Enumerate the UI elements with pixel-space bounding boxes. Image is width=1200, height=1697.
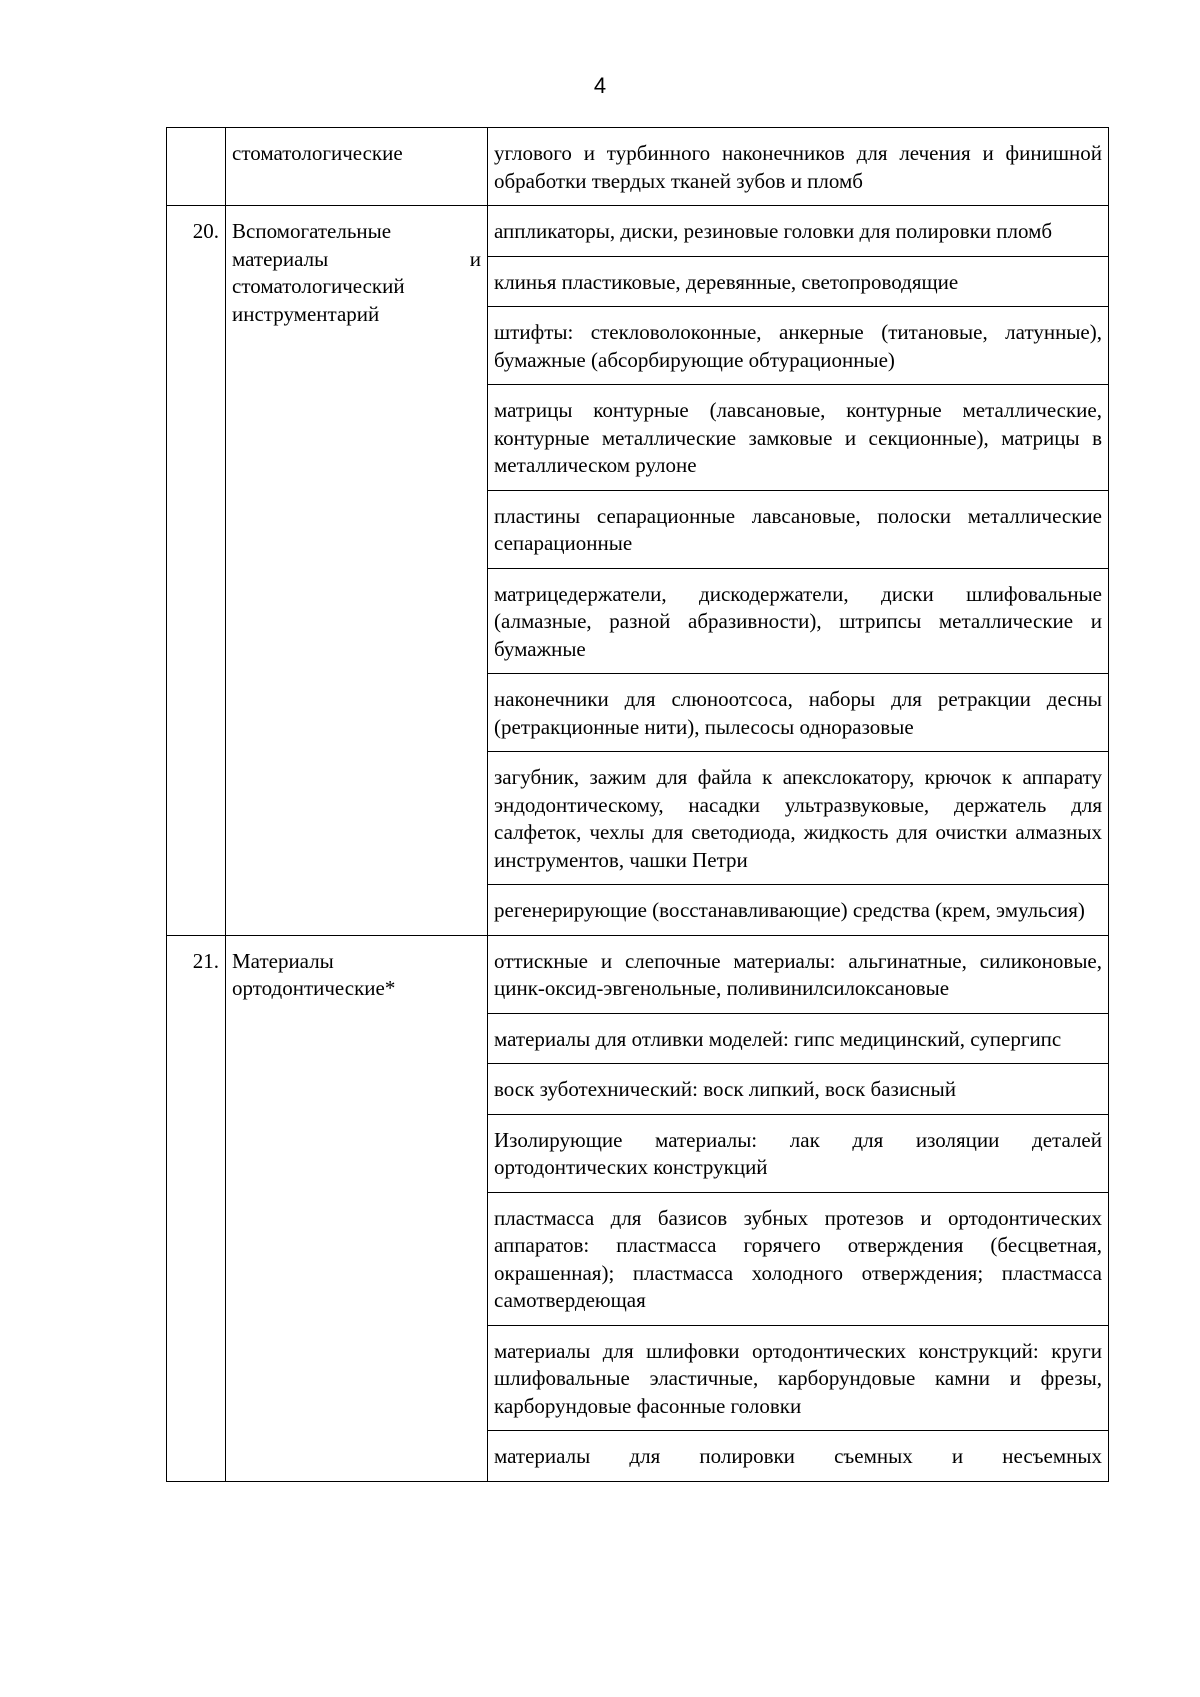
description-cell: аппликаторы, диски, резиновые головки для полировки пломб [488, 206, 1109, 257]
description-cell: оттискные и слепочные материалы: альгинатные, силиконовые, цинк-оксид-эвгенольные, поливинилсилоксановые [488, 935, 1109, 1013]
description-cell: углового и турбинного наконечников для лечения и финишной обработки твердых тканей зубов и пломб [488, 128, 1109, 206]
description-cell: матрицедержатели, дискодержатели, диски шлифовальные (алмазные, разной абразивности), штрипсы металлические и бумажные [488, 568, 1109, 674]
description-cell: наконечники для слюноотсоса, наборы для ретракции десны (ретракционные нити), пылесосы одноразовые [488, 674, 1109, 752]
category-label: материалы и [232, 246, 481, 271]
description-cell: Изолирующие материалы: лак для изоляции деталей ортодонтических конструкций [488, 1114, 1109, 1192]
description-cell: воск зуботехнический: воск липкий, воск базисный [488, 1064, 1109, 1115]
row-number-cell [167, 128, 226, 206]
description-cell: пластины сепарационные лавсановые, полоски металлические сепарационные [488, 490, 1109, 568]
category-label: Вспомогательные [232, 219, 392, 243]
row-number-cell: 21. [167, 935, 226, 1481]
table-row [167, 935, 1109, 1013]
category-label: Материалы [232, 948, 334, 973]
description-cell: матрицы контурные (лавсановые, контурные металлические, контурные металлические замковые и секционные), матрицы в металлическом рулоне [488, 385, 1109, 491]
category-cell [226, 206, 488, 936]
table-row [167, 206, 1109, 257]
description-cell: материалы для шлифовки ортодонтических конструкций: круги шлифовальные эластичные, карборундовые камни и фрезы, карборундовые фасонные головки [488, 1325, 1109, 1431]
description-cell: пластмасса для базисов зубных протезов и ортодонтических аппаратов: пластмасса горячего отверждения (бесцветная, окрашенная); пластмасса холодного отверждения; пластмасса самотвердеющая [488, 1192, 1109, 1325]
description-cell: материалы для отливки моделей: гипс медицинский, супергипс [488, 1013, 1109, 1064]
description-cell: клинья пластиковые, деревянные, светопроводящие [488, 256, 1109, 307]
page-number: 4 [593, 73, 607, 98]
category-label: стоматологический [232, 274, 405, 298]
table-row-continuation [167, 128, 1109, 206]
category-label: стоматологические [232, 141, 403, 165]
category-cell [226, 128, 488, 206]
materials-table [166, 127, 1109, 1482]
category-label: ортодонтические* [232, 976, 396, 1000]
row-number-cell: 20. [167, 206, 226, 936]
description-cell: материалы для полировки съемных и несъемных [488, 1431, 1109, 1482]
category-cell [226, 935, 488, 1481]
description-cell: загубник, зажим для файла к апекслокатору, крючок к аппарату эндодонтическому, насадки ультразвуковые, держатель для салфеток, чехлы для светодиода, жидкость для очистки алмазных инструментов, чашки Петри [488, 752, 1109, 885]
description-cell: штифты: стекловолоконные, анкерные (титановые, латунные), бумажные (абсорбирующие обтурационные) [488, 307, 1109, 385]
description-cell: регенерирующие (восстанавливающие) средства (крем, эмульсия) [488, 885, 1109, 936]
category-label: инструментарий [232, 301, 380, 326]
